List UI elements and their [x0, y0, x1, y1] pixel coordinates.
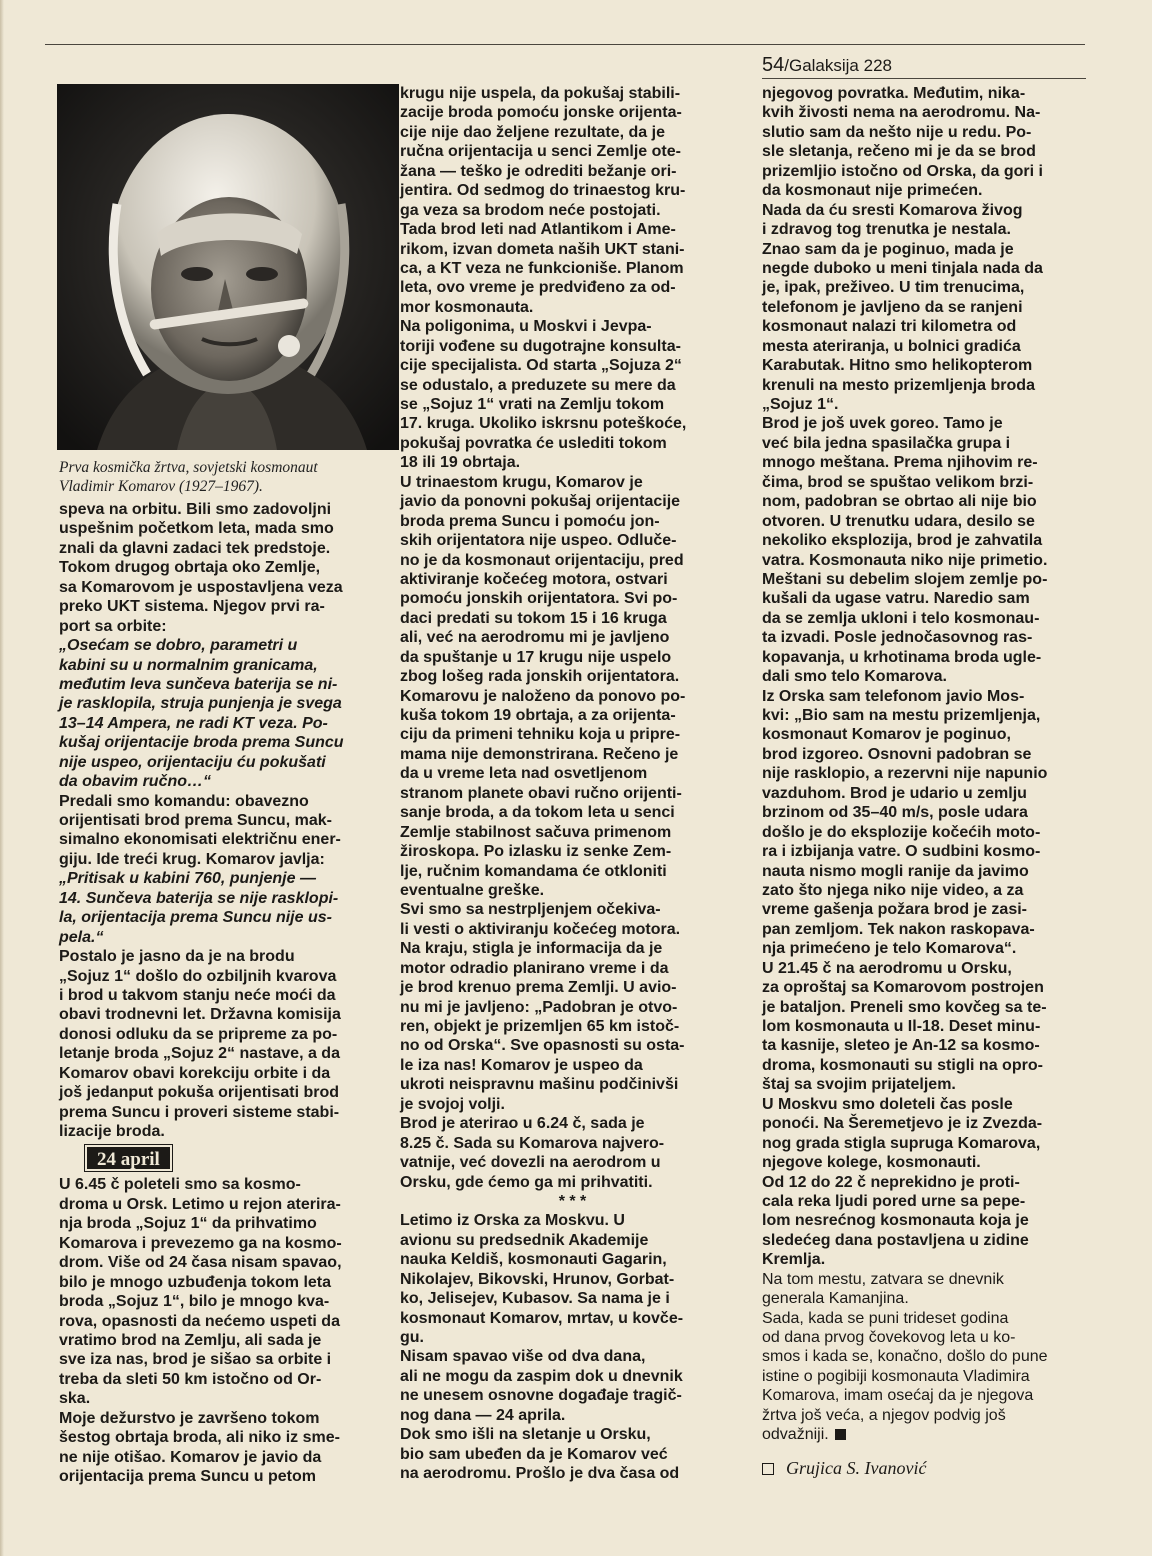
text-line: i zdravog tog trenutka je nestala.: [762, 221, 1011, 239]
text-line: „Pritisak u kabini 760, punjenje —: [59, 870, 316, 888]
text-line: Tokom drugog obrtaja oko Zemlje,: [59, 559, 321, 577]
text-line: Iz Orska sam telefonom javio Mos-: [762, 687, 1025, 705]
column-1-text: [59, 500, 389, 1141]
text-line: zacije broda pomoću jonske orijenta-: [400, 104, 682, 122]
text-line: ukroti neispravnu mašinu podčinivši: [400, 1076, 679, 1094]
text-line: kušaj orijentacije broda prema Suncu: [59, 734, 344, 752]
text-line: žiroskopa. Po izlasku iz senke Zem-: [400, 843, 672, 861]
article-column-1: [59, 500, 389, 1486]
column-1-continued-text: [59, 1175, 389, 1486]
text-line: aktiviranje kočećeg motora, ostvari: [400, 570, 668, 588]
article-column-3: [762, 84, 1087, 1478]
text-line: brod izgoreo. Osnovni padobran se: [762, 745, 1032, 763]
text-line: cije nije dao željene rezultate, da je: [400, 123, 665, 141]
text-line: je brod krenuo prema Zemlji. U avio-: [400, 979, 677, 997]
text-line: za oproštaj sa Komarovom postrojen: [762, 979, 1044, 997]
text-line: Svi smo sa nestrpljenjem očekiva-: [400, 901, 661, 919]
text-line: sanje broda, a da tokom leta u senci: [400, 804, 675, 822]
text-line: da u vreme leta nad osvetljenom: [400, 765, 648, 783]
text-line: simalno ekonomisati električnu ener-: [59, 831, 341, 849]
text-line: „Osećam se dobro, parametri u: [59, 637, 298, 655]
text-line: ne nije otišao. Komarov je javio da: [59, 1448, 322, 1466]
text-line: ra i izbijanja vatre. O sudbini kosmo-: [762, 843, 1041, 861]
text-line: odvažniji.: [762, 1425, 1087, 1444]
text-line: nja broda „Sojuz 1“ da prihvatimo: [59, 1215, 317, 1233]
text-line: prema Suncu i proveri sisteme stabi-: [59, 1103, 340, 1121]
author-box-icon: [762, 1463, 774, 1475]
page-edge-shadow: [0, 0, 4, 1556]
photo-caption: [59, 458, 389, 496]
text-line: lje, ručnim komandama će otkloniti: [400, 862, 667, 880]
text-line: Orsku, gde ćemo ga mi prihvatiti.: [400, 1173, 653, 1191]
text-line: eventualne greške.: [400, 881, 545, 899]
text-line: ali ne mogu da zaspim dok u dnevnik: [400, 1367, 683, 1385]
text-line: nom, padobran se obrtao ali nije bio: [762, 493, 1037, 511]
cosmonaut-photo: [57, 84, 399, 450]
text-line: mnogo meštana. Prema njihovim re-: [762, 454, 1038, 472]
text-line: sa Komarovom je uspostavljena veza: [59, 578, 343, 596]
page-folio: [762, 54, 892, 77]
text-line: cije specijalista. Od starta „Sojuza 2“: [400, 357, 682, 375]
text-line: la, orijentacija prema Suncu nije us-: [59, 909, 332, 927]
text-line: nekoliko eksplozija, brod je zahvatila: [762, 532, 1043, 550]
author-name: Grujica S. Ivanović: [786, 1457, 927, 1478]
text-line: gu.: [400, 1329, 424, 1346]
text-line: sve iza nas, brod je sišao sa orbite i: [59, 1351, 332, 1369]
text-line: nauta nismo mogli ranije da javimo: [762, 862, 1029, 880]
text-line: kopavanja, u krhotinama broda ugle-: [762, 648, 1042, 666]
text-line: žrtva još veća, a njegov podvig još: [762, 1406, 1006, 1424]
text-line: Na kraju, stigla je informacija da je: [400, 940, 663, 958]
text-line: Nada da ću sresti Komarova živog: [762, 201, 1023, 219]
text-line: krugu nije uspela, da pokušaj stabili-: [400, 85, 681, 102]
text-line: Komarova i prevezemo ga na kosmo-: [59, 1234, 342, 1252]
text-line: ta kasnije, sleteo je An-12 sa kosmo-: [762, 1037, 1040, 1055]
text-line: znali da glavni zadaci tek predstoje.: [59, 539, 331, 557]
text-line: bilo je mnogo uzbuđenja tokom leta: [59, 1273, 332, 1291]
text-line: no je da kosmonaut orijentaciju, pred: [400, 551, 684, 569]
text-line: vratimo brod na Zemlju, ali sada je: [59, 1331, 322, 1349]
text-line: Znao sam da je poginuo, mada je: [762, 240, 1014, 258]
text-line: orijentisati brod prema Suncu, mak-: [59, 812, 332, 829]
text-line: li vesti o aktiviranju kočećeg motora.: [400, 920, 681, 938]
text-line: nu mi je javljeno: „Padobran je otvo-: [400, 998, 678, 1016]
text-line: smos i kada se, konačno, došlo do pune: [762, 1348, 1048, 1366]
text-line: giju. Ide treći krug. Komarov javlja:: [59, 850, 325, 868]
column-3-epilogue: [762, 1270, 1087, 1445]
text-line: je rasklopila, struja punjenja je svega: [59, 695, 342, 713]
issue-number: 228: [858, 56, 892, 75]
text-line: sle sletanja, rečeno mi je da se brod: [762, 143, 1036, 161]
text-line: ga veza sa brodom neće postojati.: [400, 201, 661, 219]
text-line: Na tom mestu, zatvara se dnevnik: [762, 1270, 1004, 1288]
text-line: kosmonaut nalazi tri kilometra od: [762, 318, 1017, 336]
text-line: šestog obrtaja broda, ali niko iz sme-: [59, 1429, 340, 1447]
text-line: ko, Jelisejev, Kubasov. Sa nama je i: [400, 1290, 670, 1308]
text-line: no od Orska“. Sve opasnosti su osta-: [400, 1037, 685, 1055]
text-line: telefonom je javljeno da se ranjeni: [762, 298, 1023, 316]
text-line: ne unesem osnovne događaje tragič-: [400, 1387, 682, 1405]
end-of-article-mark: [835, 1429, 846, 1440]
text-line: droma, kosmonauti su stigli na opro-: [762, 1056, 1043, 1074]
text-line: kabini su u normalnim granicama,: [59, 656, 318, 674]
text-line: generala Kamanjina.: [762, 1290, 909, 1308]
text-line: mor kosmonauta.: [400, 298, 534, 316]
text-line: Brod je još uvek goreo. Tamo je: [762, 415, 1003, 433]
text-line: drom. Više od 24 časa nisam spavao,: [59, 1254, 342, 1272]
text-line: došlo je do eksplozije kočećih moto-: [762, 823, 1041, 841]
text-line: U Moskvu smo doleteli čas posle: [762, 1095, 1013, 1113]
text-line: vatra. Kosmonauta niko nije primetio.: [762, 551, 1048, 569]
text-line: nije uspeo, orijentaciju ću pokušati: [59, 753, 326, 771]
text-line: Komarov obavi korekciju orbite i da: [59, 1064, 331, 1082]
caption-line: Prva kosmička žrtva, sovjetski kosmonaut: [59, 459, 318, 476]
text-line: nauka Keldiš, kosmonauti Gagarin,: [400, 1251, 667, 1269]
text-line: Meštani su debelim slojem zemlje po-: [762, 570, 1048, 588]
text-line: obavi trodnevni let. Državna komisija: [59, 1006, 341, 1024]
text-line: kuša tokom 19 obrtaja, a za orijenta-: [400, 707, 676, 724]
text-line: Komarovu je naloženo da ponovo po-: [400, 687, 686, 705]
text-line: međutim leva sunčeva baterija se ni-: [59, 675, 338, 693]
text-line: droma u Orsk. Letimo u rejon aterira-: [59, 1195, 341, 1213]
text-line: port sa orbite:: [59, 617, 167, 635]
header-rule: [45, 44, 1085, 45]
text-line: i brod u takvom stanju neće moći da: [59, 986, 336, 1004]
text-line: je, ipak, preživeo. U tim trenucima,: [762, 279, 1025, 297]
text-line: Postalo je jasno da je na brodu: [59, 948, 295, 966]
text-line: vatnije, već dovezli na aerodrom u: [400, 1154, 661, 1172]
text-line: nja primećeno je telo Komarova“.: [762, 940, 1017, 958]
text-line: da spuštanje u 17 krugu nije uspelo: [400, 648, 672, 666]
text-line: štaj sa svojim prijateljem.: [762, 1076, 956, 1094]
folio-rule: [762, 78, 1086, 79]
text-line: od dana prvog čovekovog leta u ko-: [762, 1329, 1016, 1346]
text-line: 8.25 č. Sada su Komarova najvero-: [400, 1134, 665, 1152]
text-line: je bataljon. Preneli smo kovčeg sa te-: [762, 998, 1047, 1016]
section-date-heading: 24 april: [87, 1147, 170, 1169]
text-line: da kosmonaut nije primećen.: [762, 182, 983, 200]
text-line: brzinom od 35–40 m/s, posle udara: [762, 804, 1028, 822]
page-number: 54: [762, 54, 785, 76]
text-line: negde duboko u meni tinjala nada da: [762, 259, 1043, 277]
text-line: skih orijentatora nije uspeo. Odluče-: [400, 532, 677, 550]
text-line: čima, brod se spuštao velikom brzi-: [762, 473, 1034, 491]
text-line: njegovog povratka. Međutim, nika-: [762, 85, 1026, 102]
text-line: kušali da ugase vatru. Naredio sam: [762, 590, 1030, 608]
text-line: speva na orbitu. Bili smo zadovoljni: [59, 501, 332, 518]
text-line: Kremlja.: [762, 1251, 826, 1269]
text-line: nog dana — 24 aprila.: [400, 1406, 566, 1424]
text-line: Karabutak. Hitno smo helikopterom: [762, 357, 1033, 375]
text-line: rova, opasnosti da nećemo uspeti da: [59, 1312, 340, 1330]
text-line: bio sam ubeđen da je Komarov već: [400, 1445, 668, 1463]
text-line: kvih živosti nema na aerodromu. Na-: [762, 104, 1041, 122]
text-line: već bila jedna spasilačka grupa i: [762, 434, 1011, 452]
text-line: ca, a KT veza ne funkcioniše. Planom: [400, 259, 684, 277]
text-line: rikom, izvan dometa naših UKT stani-: [400, 240, 685, 258]
text-line: 18 ili 19 obrtaja.: [400, 454, 521, 472]
text-line: toriji vođene su dugotrajne konsulta-: [400, 337, 681, 355]
text-line: Komarova, imam osećaj da je njegova: [762, 1387, 1034, 1405]
text-line: Letimo iz Orska za Moskvu. U: [400, 1212, 625, 1230]
text-line: krenuli na mesto prizemljenja broda: [762, 376, 1035, 394]
text-line: kosmonaut Komarov je poginuo,: [762, 726, 1011, 744]
text-line: pomoću jonskih orijentatora. Svi po-: [400, 590, 678, 608]
column-2-text: [400, 84, 745, 1484]
text-line: Moje dežurstvo je završeno tokom: [59, 1409, 320, 1427]
caption-line: Vladimir Komarov (1927–1967).: [59, 478, 263, 495]
author-signature: [762, 1459, 1087, 1478]
text-line: leta, ovo vreme je predviđeno za od-: [400, 279, 676, 297]
text-line: jentira. Od sedmog do trinaestog kru-: [400, 182, 686, 200]
text-line: dali smo telo Komarova.: [762, 668, 947, 686]
text-line: U 6.45 č poleteli smo sa kosmo-: [59, 1176, 301, 1194]
text-line: ponoći. Na Šeremetjevo je iz Zvezda-: [762, 1115, 1043, 1133]
text-line: Zemlje stabilnost sačuva primenom: [400, 823, 672, 841]
text-line: Od 12 do 22 č neprekidno je proti-: [762, 1173, 1020, 1191]
text-line: sledećeg dana postavljena u zidine: [762, 1231, 1029, 1249]
text-line: ciju da primeni tehniku koja u pripre-: [400, 726, 681, 744]
text-line: se odustalo, a preduzete su mere da: [400, 376, 676, 394]
text-line: Na poligonima, u Moskvi i Jevpa-: [400, 318, 652, 336]
text-line: da se zemlja ukloni i telo kosmonau-: [762, 609, 1040, 627]
text-line: le iza nas! Komarov je uspeo da: [400, 1056, 643, 1074]
text-line: prizemljio istočno od Orska, da gori i: [762, 162, 1043, 180]
text-line: „Sojuz 1“.: [762, 396, 839, 413]
cosmonaut-portrait-image: [57, 84, 399, 450]
text-line: uspešnim početkom leta, mada smo: [59, 520, 334, 538]
text-line: lom nesrećnog kosmonauta koja je: [762, 1212, 1029, 1230]
text-line: na aerodromu. Prošlo je dva časa od: [400, 1465, 680, 1483]
text-line: mama nije demonstrirana. Rečeno je: [400, 745, 679, 763]
text-line: vazduhom. Brod je udario u zemlju: [762, 784, 1027, 802]
text-line: stranom planete obavi ručno orijenti-: [400, 784, 682, 802]
text-line: Tada brod leti nad Atlantikom i Ame-: [400, 221, 676, 239]
text-line: je svojoj volji.: [400, 1095, 505, 1113]
text-line: broda prema Suncu i pomoću jon-: [400, 512, 660, 530]
text-line: daci predati su tokom 15 i 16 kruga: [400, 609, 667, 627]
text-line: mesta ateriranja, u bolnici gradića: [762, 337, 1021, 355]
text-line: ta izvadi. Posle jednočasovnog ras-: [762, 629, 1033, 647]
text-line: kosmonaut Komarov, mrtav, u kovče-: [400, 1309, 684, 1327]
text-line: Brod je aterirao u 6.24 č, sada je: [400, 1115, 645, 1133]
text-line: Sada, kada se puni trideset godina: [762, 1309, 1009, 1327]
text-line: ali, već na aerodromu mi je javljeno: [400, 629, 670, 647]
text-line: lizacije broda.: [59, 1123, 165, 1140]
text-line: preko UKT sistema. Njegov prvi ra-: [59, 598, 325, 616]
text-line: Nisam spavao više od dva dana,: [400, 1348, 646, 1366]
text-line: istine o pogibiji kosmonauta Vladimira: [762, 1367, 1030, 1385]
text-line: 13–14 Ampera, ne radi KT veza. Po-: [59, 714, 328, 732]
text-line: Dok smo išli na sletanje u Orsku,: [400, 1426, 651, 1444]
text-line: žana — teško je odrediti bežanje ori-: [400, 162, 677, 180]
article-column-2: [400, 84, 745, 1484]
text-line: nog grada stigla supruga Komarova,: [762, 1134, 1041, 1152]
text-line: Nikolajev, Bikovski, Hrunov, Gorbat-: [400, 1270, 675, 1288]
text-line: ska.: [59, 1390, 91, 1408]
text-line: pokušaj povratka će uslediti tokom: [400, 434, 667, 452]
text-line: lom kosmonauta u Il-18. Deset minu-: [762, 1018, 1041, 1035]
text-line: ren, objekt je prizemljen 65 km istoč-: [400, 1018, 680, 1035]
text-line: donosi odluku da se pripreme za po-: [59, 1025, 338, 1043]
text-line: letanje broda „Sojuz 2“ nastave, a da: [59, 1045, 340, 1063]
text-line: 14. Sunčeva baterija se nije rasklopi-: [59, 889, 339, 907]
text-line: kvi: „Bio sam na mestu prizemljenja,: [762, 707, 1041, 724]
column-3-text: [762, 84, 1087, 1270]
text-line: cala reka ljudi pored urne sa pepe-: [762, 1192, 1026, 1210]
text-line: javio da ponovni pokušaj orijentacije: [400, 493, 681, 511]
text-line: broda „Sojuz 1“, bilo je mnogo kva-: [59, 1293, 330, 1311]
text-line: ručna orijentacija u senci Zemlje ote-: [400, 143, 681, 161]
text-line: avionu su predsednik Akademije: [400, 1231, 649, 1249]
text-line: pela.“: [59, 928, 104, 946]
text-line: zbog lošeg rada jonskih orijentatora.: [400, 668, 680, 686]
text-line: još jedanput pokuša orijentisati brod: [59, 1084, 340, 1102]
text-line: slutio sam da nešto nije u redu. Po-: [762, 123, 1032, 141]
text-line: U 21.45 č na aerodromu u Orsku,: [762, 959, 1012, 977]
magazine-name: /Galaksija: [784, 56, 859, 75]
text-line: „Sojuz 1“ došlo do ozbiljnih kvarova: [59, 967, 337, 985]
text-line: treba da sleti 50 km istočno od Or-: [59, 1370, 322, 1388]
text-line: pan zemljom. Tek nakon raskopava-: [762, 920, 1035, 938]
text-line: zato što njega niko nije video, a za: [762, 881, 1024, 899]
text-line: Predali smo komandu: obavezno: [59, 792, 309, 810]
text-line: 17. kruga. Ukoliko iskrsnu poteškoće,: [400, 415, 687, 433]
text-line: U trinaestom krugu, Komarov je: [400, 473, 643, 491]
text-line: vreme gašenja požara brod je zasi-: [762, 901, 1027, 919]
text-line: motor odradio planirano vreme i da: [400, 959, 669, 977]
text-line: nije rasklopio, a rezervni nije napunio: [762, 765, 1048, 783]
text-line: otvoren. U trenutku udara, desilo se: [762, 512, 1035, 530]
text-line: da obavim ručno…“: [59, 773, 212, 791]
text-line: * * *: [558, 1192, 587, 1210]
text-line: orijentacija prema Suncu u petom: [59, 1468, 316, 1485]
text-line: se „Sojuz 1“ vrati na Zemlju tokom: [400, 396, 665, 413]
text-line: njegove kolege, kosmonauti.: [762, 1154, 981, 1172]
